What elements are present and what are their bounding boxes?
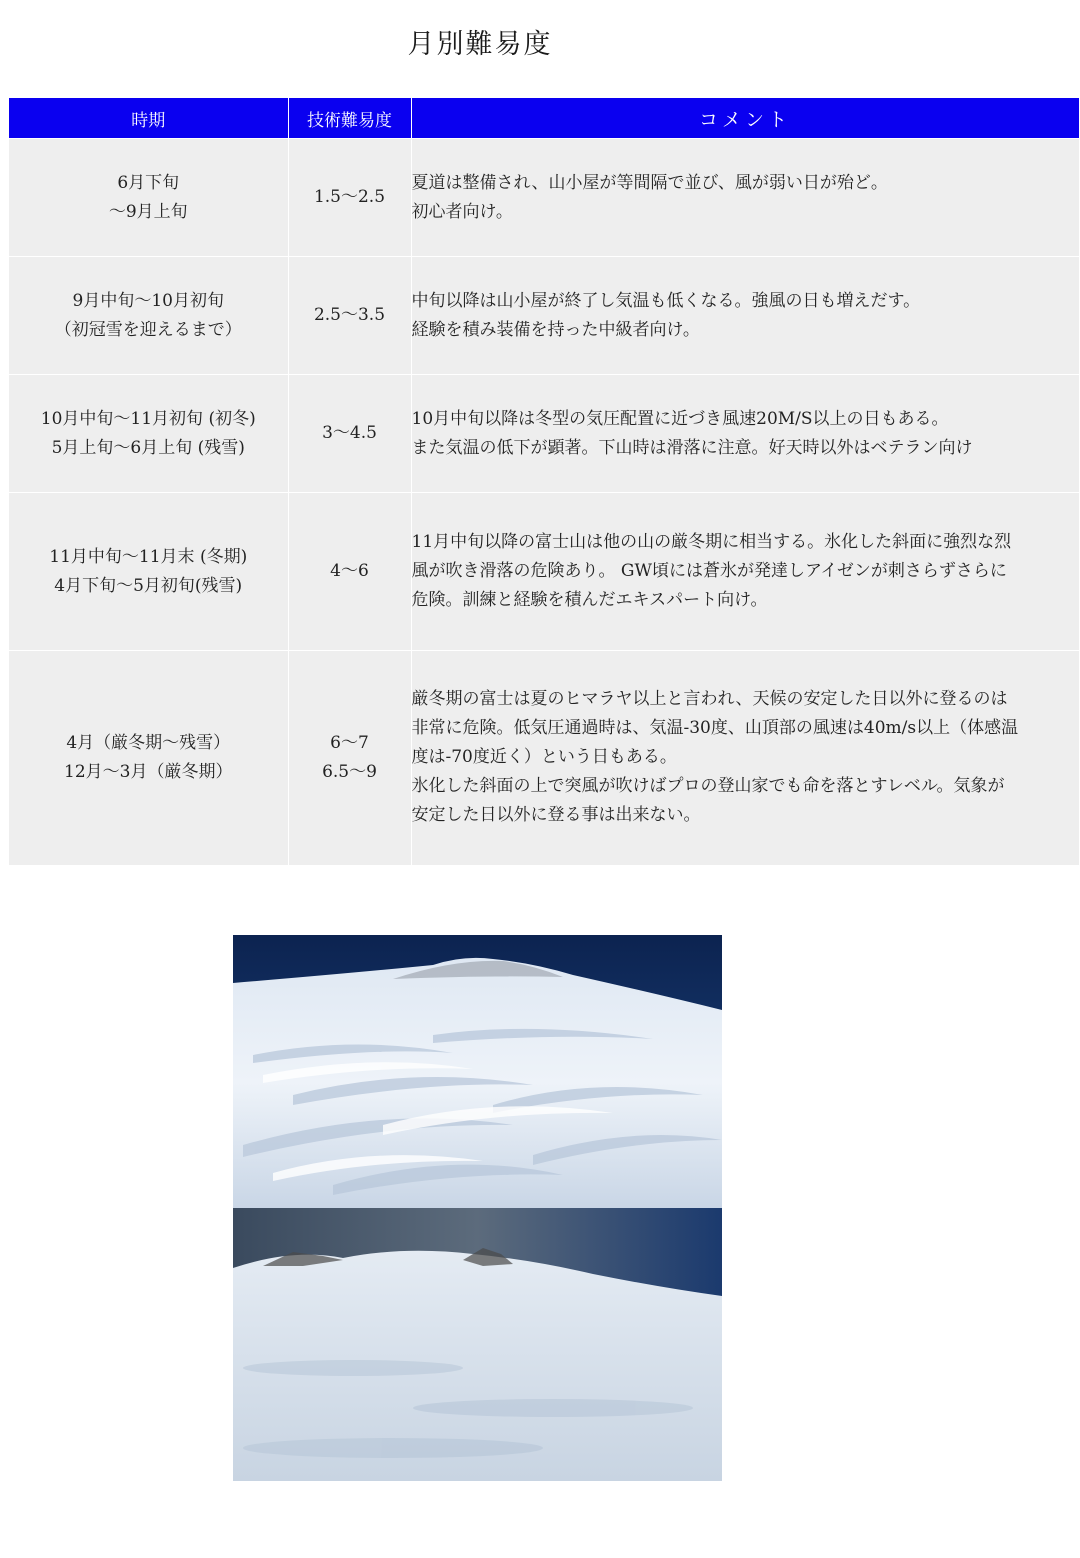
comment-line: 非常に危険。低気圧通過時は、気温-30度、山頂部の風速は40m/s以上（体感温 xyxy=(411,718,1019,739)
column-header-period: 時期 xyxy=(9,98,288,139)
period-line: 4月下旬〜5月初旬(残雪) xyxy=(54,575,243,596)
comment-line: また気温の低下が顕著。下山時は滑落に注意。好天時以外はベテラン向け xyxy=(411,437,973,458)
column-header-difficulty: 技術難易度 xyxy=(288,98,411,139)
period-line: 9月中旬〜10月初旬 xyxy=(72,290,224,311)
table-row xyxy=(9,493,1079,651)
comment-line: 氷化した斜面の上で突風が吹けばプロの登山家でも命を落とすレベル。気象が xyxy=(411,776,1005,797)
difficulty-cell xyxy=(288,375,411,493)
difficulty-table xyxy=(9,98,1080,865)
comment-line: 安定した日以外に登る事は出来ない。 xyxy=(411,805,701,826)
comment-line: 風が吹き滑落の危険あり。 GW頃には蒼氷が発達しアイゼンが刺さらずさらに xyxy=(411,561,1007,581)
comment-line: 危険。訓練と経験を積んだエキスパート向け。 xyxy=(411,590,768,610)
table-row xyxy=(9,375,1079,493)
comment-cell xyxy=(411,375,1079,493)
comment-line: 初心者向け。 xyxy=(411,201,513,222)
table-row xyxy=(9,139,1079,257)
period-cell xyxy=(9,139,288,257)
snow-field-photo xyxy=(233,1208,722,1481)
period-line: 10月中旬〜11月初旬 (初冬) xyxy=(40,408,256,429)
difficulty-cell xyxy=(288,493,411,651)
period-line: 11月中旬〜11月末 (冬期) xyxy=(49,546,248,567)
period-line: （初冠雪を迎えるまで） xyxy=(54,319,242,340)
difficulty-value: 6〜7 xyxy=(330,732,369,753)
difficulty-value: 6.5〜9 xyxy=(322,761,377,782)
difficulty-value: 3〜4.5 xyxy=(322,423,377,443)
comment-cell xyxy=(411,139,1079,257)
difficulty-value: 4〜6 xyxy=(330,561,369,581)
period-line: 4月（厳冬期〜残雪） xyxy=(66,732,231,753)
period-cell xyxy=(9,257,288,375)
difficulty-value: 2.5〜3.5 xyxy=(313,305,386,325)
period-cell xyxy=(9,375,288,493)
comment-cell xyxy=(411,493,1079,651)
table-row xyxy=(9,651,1079,865)
period-cell xyxy=(9,651,288,865)
comment-line: 厳冬期の富士は夏のヒマラヤ以上と言われ、天候の安定した日以外に登るのは xyxy=(411,689,1008,710)
page-title: 月別難易度 xyxy=(407,29,553,60)
period-line: 6月下旬 xyxy=(117,172,180,193)
difficulty-cell xyxy=(288,651,411,865)
comment-cell xyxy=(411,257,1079,375)
snow-field-image xyxy=(233,1208,722,1481)
period-line: 12月〜3月（厳冬期） xyxy=(64,761,233,782)
period-cell xyxy=(9,493,288,651)
table-row xyxy=(9,257,1079,375)
comment-line: 夏道は整備され、山小屋が等間隔で並び、風が弱い日が殆ど。 xyxy=(411,172,888,193)
comment-line: 11月中旬以降の富士山は他の山の厳冬期に相当する。氷化した斜面に強烈な烈 xyxy=(411,532,1012,552)
period-line: 〜9月上旬 xyxy=(108,201,188,222)
period-line: 5月上旬〜6月上旬 (残雪) xyxy=(51,437,245,458)
comment-line: 度は-70度近く）という日もある。 xyxy=(411,747,677,768)
comment-line: 中旬以降は山小屋が終了し気温も低くなる。強風の日も増えだす。 xyxy=(411,290,921,311)
comment-cell xyxy=(411,651,1079,865)
difficulty-cell xyxy=(288,139,411,257)
table-header-row xyxy=(9,98,1079,139)
comment-line: 経験を積み装備を持った中級者向け。 xyxy=(411,319,700,340)
difficulty-cell xyxy=(288,257,411,375)
difficulty-value: 1.5〜2.5 xyxy=(313,187,386,207)
snow-slope-image xyxy=(233,935,722,1208)
column-header-comment: コメント xyxy=(411,98,1079,139)
snow-slope-photo xyxy=(233,935,722,1208)
comment-line: 10月中旬以降は冬型の気圧配置に近づき風速20M/S以上の日もある。 xyxy=(411,408,949,429)
